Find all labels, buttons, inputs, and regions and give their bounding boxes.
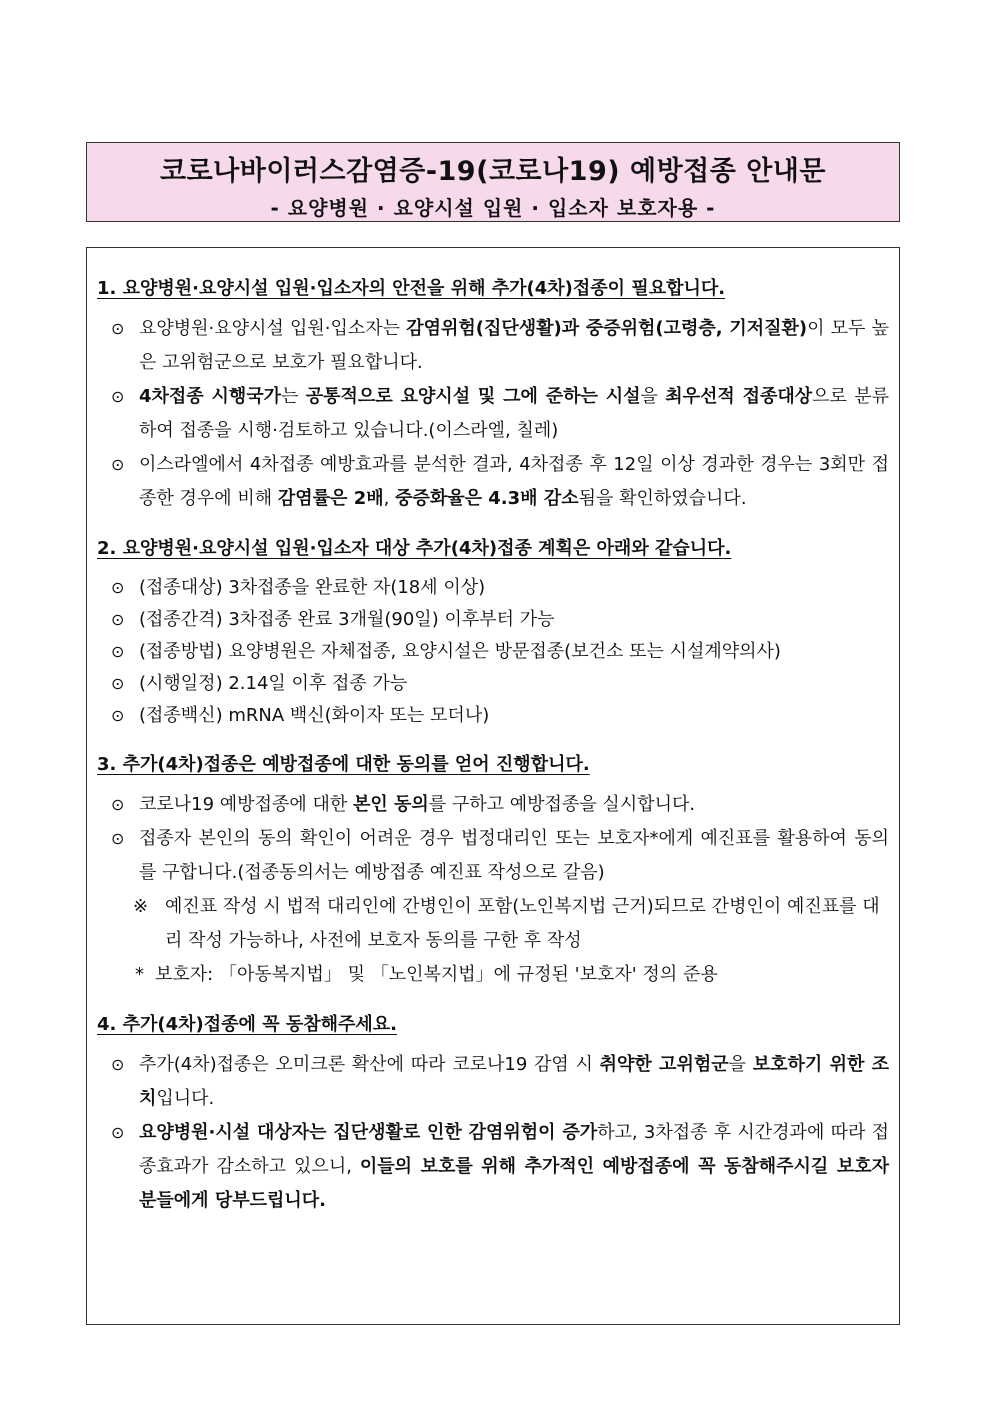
emphasis-text: 최우선적 접종대상 bbox=[665, 386, 813, 407]
section-1 bbox=[97, 274, 889, 516]
item-text: 됨을 확인하였습니다. bbox=[578, 488, 747, 509]
bullet-item bbox=[97, 668, 889, 700]
section-2 bbox=[97, 534, 889, 732]
reference-note bbox=[97, 890, 889, 958]
item-text: 을 bbox=[728, 1054, 753, 1075]
bullet-item bbox=[97, 312, 889, 380]
item-text: 는 bbox=[281, 386, 306, 407]
bullet-item bbox=[97, 1116, 889, 1218]
circle-dot-bullet-icon: ⊙ bbox=[111, 578, 125, 597]
emphasis-text: 공통적으로 요양시설 및 그에 준하는 시설 bbox=[305, 386, 641, 407]
circle-dot-bullet-icon: ⊙ bbox=[111, 642, 125, 661]
emphasis-text: 요양병원·시설 대상자는 집단생활로 인한 감염위험이 증가 bbox=[139, 1122, 598, 1143]
section-3 bbox=[97, 750, 889, 992]
item-text: 으로 분류하여 접종을 시행·검토하고 있습니다.(이스라엘, 칠레) bbox=[139, 386, 889, 441]
section-heading: 4. 추가(4차)접종에 꼭 동참해주세요. bbox=[97, 1014, 398, 1035]
circle-dot-bullet-icon: ⊙ bbox=[111, 829, 125, 848]
emphasis-text: 감염위험(집단생활)과 중증위험(고령층, 기저질환) bbox=[406, 318, 808, 339]
emphasis-text: 중증화율은 4.3배 감소 bbox=[395, 488, 579, 509]
item-text: 요양병원·요양시설 입원·입소자는 bbox=[139, 318, 407, 339]
footnote-text: 보호자: 「아동복지법」 및 「노인복지법」에 규정된 '보호자' 정의 준용 bbox=[155, 964, 718, 985]
circle-dot-bullet-icon: ⊙ bbox=[111, 387, 125, 406]
section-heading: 3. 추가(4차)접종은 예방접종에 대한 동의를 얻어 진행합니다. bbox=[97, 754, 590, 775]
item-text: 입니다. bbox=[156, 1088, 215, 1109]
item-text: 추가(4차)접종은 오미크론 확산에 따라 코로나19 감염 시 bbox=[139, 1054, 600, 1075]
circle-dot-bullet-icon: ⊙ bbox=[111, 674, 125, 693]
emphasis-text: 본인 동의 bbox=[352, 794, 429, 815]
item-text: 를 구하고 예방접종을 실시합니다. bbox=[428, 794, 696, 815]
item-text: 이스라엘에서 4차접종 예방효과를 분석한 결과, 4차접종 후 12일 이상 경과한 경우는 3회만 접종한 경우에 비해 bbox=[139, 454, 889, 509]
note-text: 예진표 작성 시 법적 대리인에 간병인이 포함(노인복지법 근거)되므로 간병인이 예진표를 대리 작성 가능하나, 사전에 보호자 동의를 구한 후 작성 bbox=[165, 896, 880, 951]
section-4 bbox=[97, 1010, 889, 1218]
bullet-item bbox=[97, 822, 889, 890]
item-text: 을 bbox=[640, 386, 666, 407]
emphasis-text: 보호하기 위한 조치 bbox=[139, 1054, 890, 1109]
title-box bbox=[86, 142, 900, 222]
bullet-item bbox=[97, 1048, 889, 1116]
item-text: (접종간격) 3차접종 완료 3개월(90일) 이후부터 가능 bbox=[139, 609, 555, 630]
circle-dot-bullet-icon: ⊙ bbox=[111, 610, 125, 629]
reference-mark-icon: ※ bbox=[133, 896, 149, 917]
item-text: (접종방법) 요양병원은 자체접종, 요양시설은 방문접종(보건소 또는 시설계약의사) bbox=[139, 641, 781, 662]
item-text: , bbox=[383, 488, 396, 509]
item-text: 이 모두 높은 고위험군으로 보호가 필요합니다. bbox=[139, 318, 889, 373]
item-text: (접종백신) mRNA 백신(화이자 또는 모더나) bbox=[139, 705, 490, 726]
bullet-item bbox=[97, 572, 889, 604]
circle-dot-bullet-icon: ⊙ bbox=[111, 795, 125, 814]
item-text: 코로나19 예방접종에 대한 bbox=[139, 794, 353, 815]
item-text: (시행일정) 2.14일 이후 접종 가능 bbox=[139, 673, 408, 694]
circle-dot-bullet-icon: ⊙ bbox=[111, 1055, 125, 1074]
item-text: 하고, 3차접종 후 시간경과에 따라 접종효과가 감소하고 있으니, bbox=[139, 1122, 890, 1177]
bullet-item bbox=[97, 788, 889, 822]
bullet-item bbox=[97, 636, 889, 668]
section-heading: 2. 요양병원·요양시설 입원·입소자 대상 추가(4차)접종 계획은 아래와 같습니다. bbox=[97, 538, 732, 559]
document-title: 코로나바이러스감염증-19(코로나19) 예방접종 안내문 bbox=[160, 156, 826, 187]
bullet-item bbox=[97, 448, 889, 516]
asterisk-icon: * bbox=[135, 964, 144, 985]
emphasis-text: 감염률은 2배 bbox=[277, 488, 384, 509]
emphasis-text: 4차접종 시행국가 bbox=[139, 386, 282, 407]
item-text: (접종대상) 3차접종을 완료한 자(18세 이상) bbox=[139, 577, 486, 598]
circle-dot-bullet-icon: ⊙ bbox=[111, 706, 125, 725]
section-heading: 1. 요양병원·요양시설 입원·입소자의 안전을 위해 추가(4차)접종이 필요합니다. bbox=[97, 278, 726, 299]
circle-dot-bullet-icon: ⊙ bbox=[111, 455, 125, 474]
footnote bbox=[97, 958, 889, 992]
bullet-item bbox=[97, 380, 889, 448]
document-subtitle: - 요양병원 · 요양시설 입원 · 입소자 보호자용 - bbox=[270, 196, 716, 220]
content-box bbox=[86, 247, 900, 1325]
emphasis-text: 이들의 보호를 위해 추가적인 예방접종에 꼭 동참해주시길 보호자 분들에게 당부드립니다. bbox=[139, 1156, 889, 1211]
circle-dot-bullet-icon: ⊙ bbox=[111, 319, 125, 338]
emphasis-text: 취약한 고위험군 bbox=[599, 1054, 729, 1075]
bullet-item bbox=[97, 700, 889, 732]
bullet-item bbox=[97, 604, 889, 636]
item-text: 접종자 본인의 동의 확인이 어려운 경우 법정대리인 또는 보호자*에게 예진표를 활용하여 동의를 구합니다.(접종동의서는 예방접종 예진표 작성으로 갈음) bbox=[139, 828, 889, 883]
circle-dot-bullet-icon: ⊙ bbox=[111, 1123, 125, 1142]
